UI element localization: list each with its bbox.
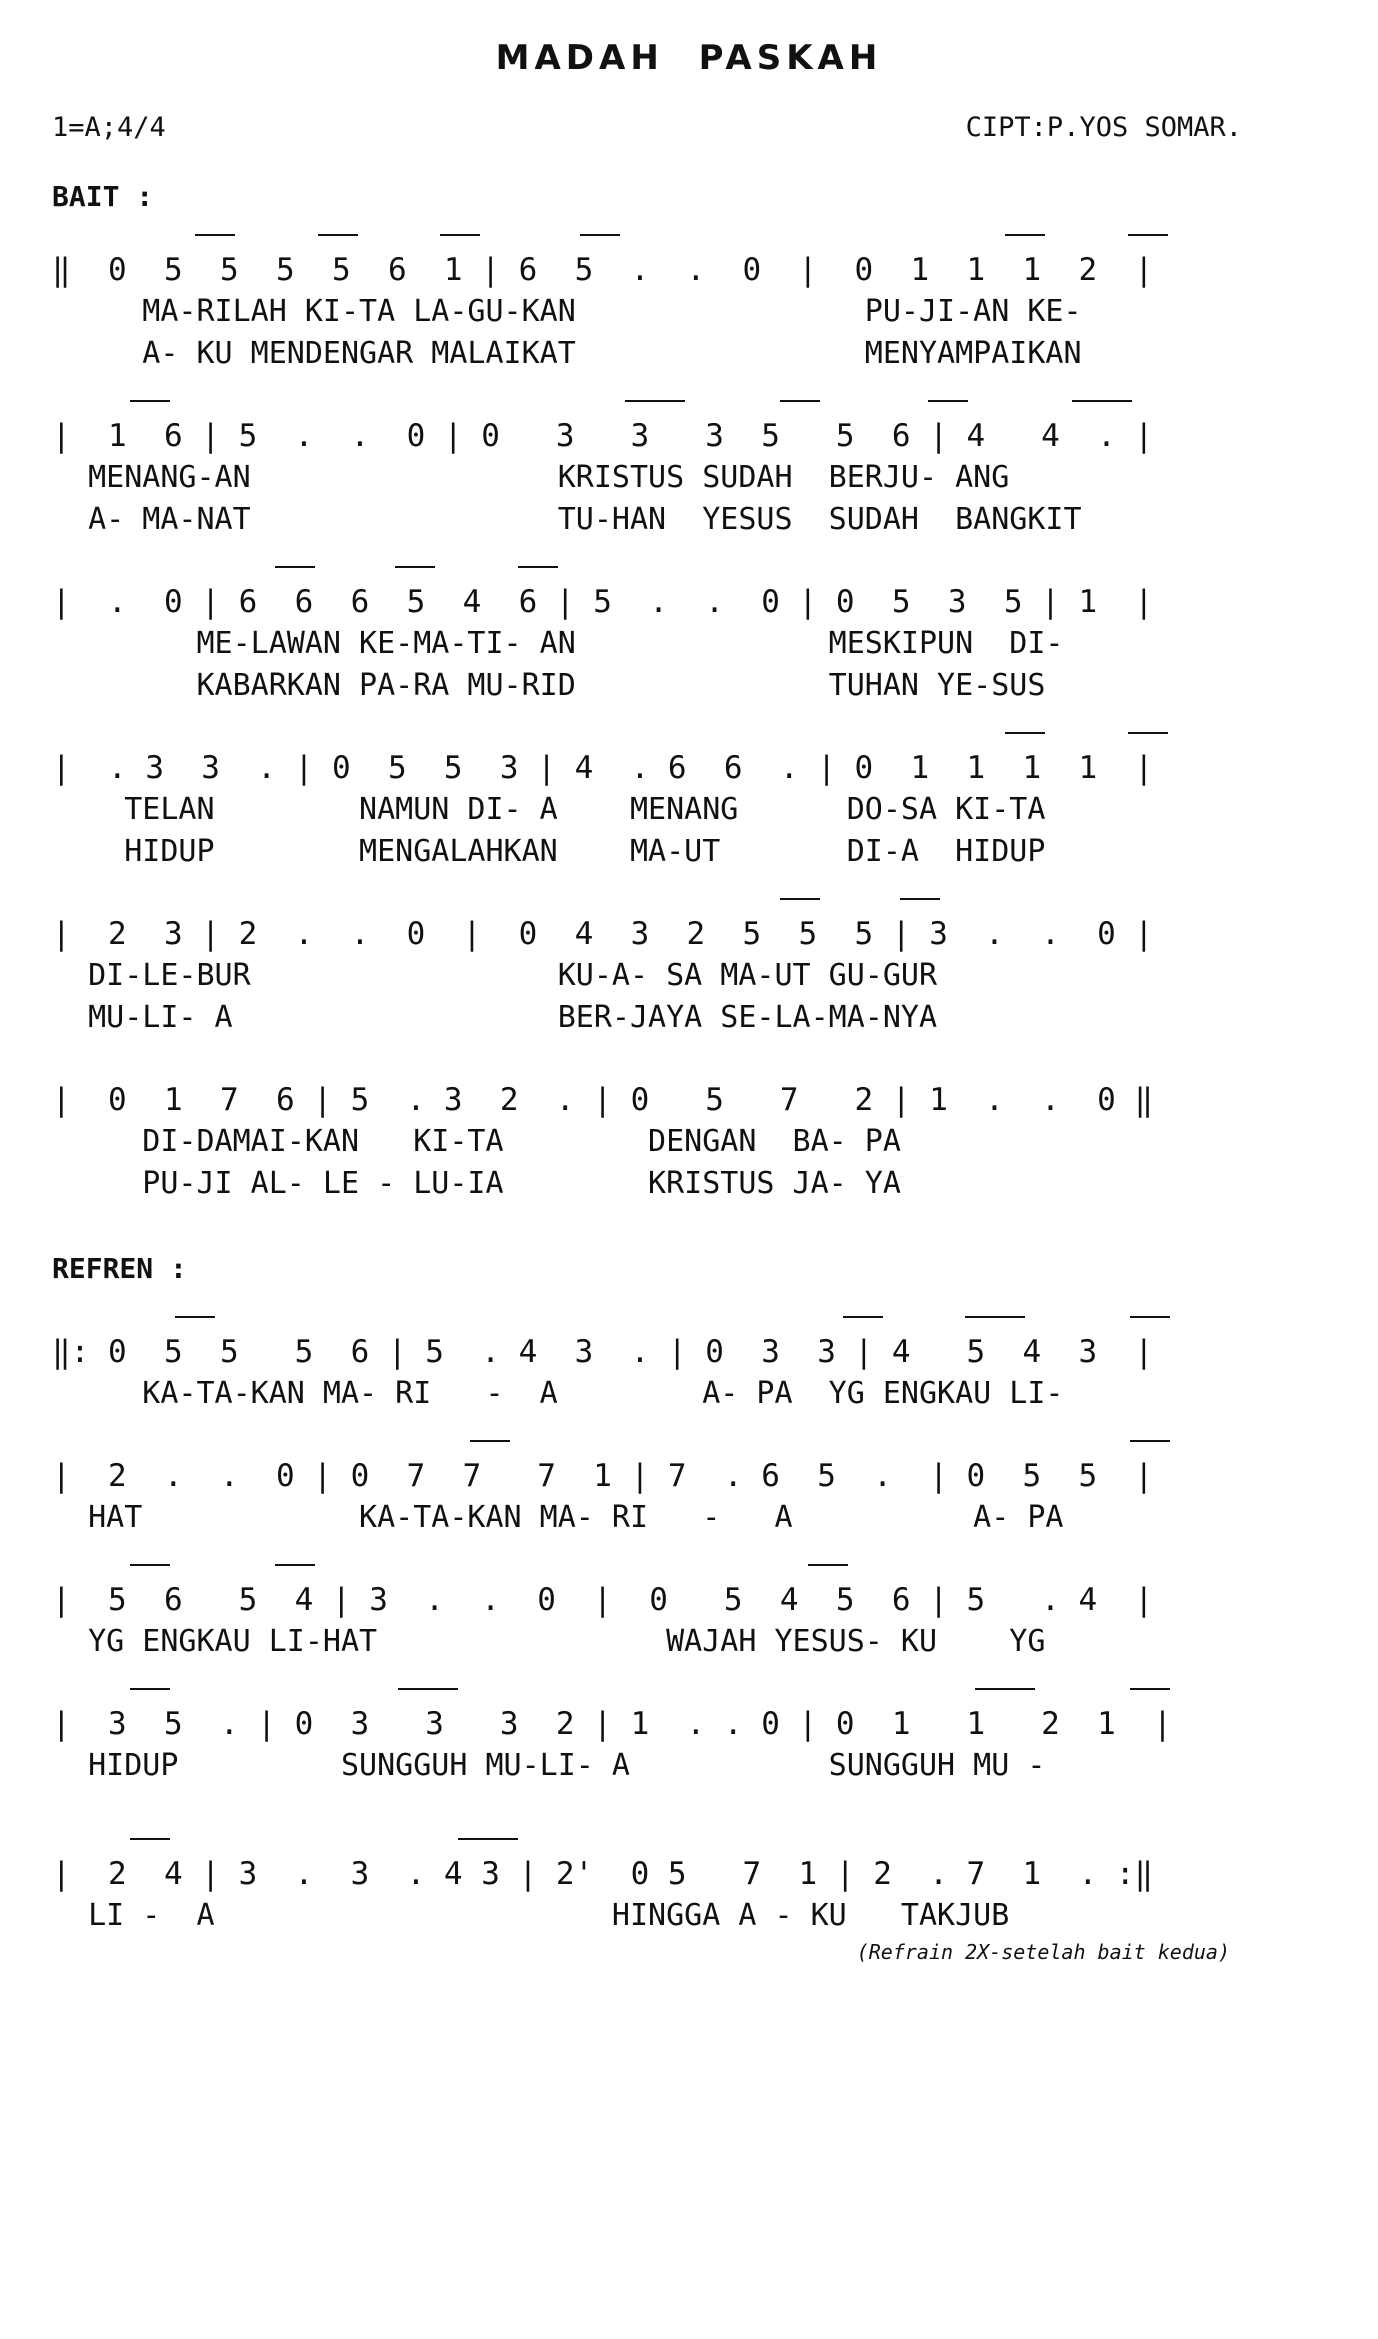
- lyric-line-5b: MU-LI- A BER-JAYA SE-LA-MA-NYA: [52, 1000, 938, 1035]
- notation-line-7: ‖: 0 5 5 5 6 | 5 . 4 3 . | 0 3 3 | 4 5 4 3 |: [52, 1334, 1154, 1370]
- song-title: MADAH PASKAH: [495, 38, 883, 78]
- lyric-line-10: HIDUP SUNGGUH MU-LI- A SUNGGUH MU -: [52, 1748, 1046, 1783]
- lyric-line-4a: TELAN NAMUN DI- A MENANG DO-SA KI-TA: [52, 792, 1046, 827]
- composer-credit: CIPT:P.YOS SOMAR.: [965, 112, 1242, 143]
- verse-label: BAIT :: [52, 180, 154, 213]
- lyric-line-3a: ME-LAWAN KE-MA-TI- AN MESKIPUN DI-: [52, 626, 1064, 661]
- notation-line-3: | . 0 | 6 6 6 5 4 6 | 5 . . 0 | 0 5 3 5 | 1 |: [52, 584, 1154, 620]
- lyric-line-9: YG ENGKAU LI-HAT WAJAH YESUS- KU YG: [52, 1624, 1046, 1659]
- key-signature: 1=A;4/4: [52, 112, 166, 143]
- refrain-label: REFREN :: [52, 1252, 187, 1285]
- notation-line-2: | 1 6 | 5 . . 0 | 0 3 3 3 5 5 6 | 4 4 . |: [52, 418, 1154, 454]
- lyric-line-6a: DI-DAMAI-KAN KI-TA DENGAN BA- PA: [52, 1124, 901, 1159]
- notation-line-9: | 5 6 5 4 | 3 . . 0 | 0 5 4 5 6 | 5 . 4 |: [52, 1582, 1154, 1618]
- lyric-line-3b: KABARKAN PA-RA MU-RID TUHAN YE-SUS: [52, 668, 1046, 703]
- lyric-line-11: LI - A HINGGA A - KU TAKJUB: [52, 1898, 1010, 1933]
- refrain-footnote: (Refrain 2X-setelah bait kedua): [856, 1940, 1230, 1964]
- notation-line-10: | 3 5 . | 0 3 3 3 2 | 1 . . 0 | 0 1 1 2 1 |: [52, 1706, 1172, 1742]
- lyric-line-5a: DI-LE-BUR KU-A- SA MA-UT GU-GUR: [52, 958, 938, 993]
- notation-line-11: | 2 4 | 3 . 3 . 4 3 | 2' 0 5 7 1 | 2 . 7 1 . :‖: [52, 1856, 1154, 1892]
- lyric-line-7: KA-TA-KAN MA- RI - A A- PA YG ENGKAU LI-: [52, 1376, 1064, 1411]
- lyric-line-4b: HIDUP MENGALAHKAN MA-UT DI-A HIDUP: [52, 834, 1046, 869]
- notation-line-4: | . 3 3 . | 0 5 5 3 | 4 . 6 6 . | 0 1 1 1 1 |: [52, 750, 1154, 786]
- lyric-line-2b: A- MA-NAT TU-HAN YESUS SUDAH BANGKIT: [52, 502, 1082, 537]
- notation-line-8: | 2 . . 0 | 0 7 7 7 1 | 7 . 6 5 . | 0 5 5 |: [52, 1458, 1154, 1494]
- lyric-line-1a: MA-RILAH KI-TA LA-GU-KAN PU-JI-AN KE-: [52, 294, 1082, 329]
- notation-line-1: ‖ 0 5 5 5 5 6 1 | 6 5 . . 0 | 0 1 1 1 2 |: [52, 252, 1154, 288]
- lyric-line-6b: PU-JI AL- LE - LU-IA KRISTUS JA- YA: [52, 1166, 901, 1201]
- notation-line-6: | 0 1 7 6 | 5 . 3 2 . | 0 5 7 2 | 1 . . 0 ‖: [52, 1082, 1154, 1118]
- lyric-line-8: HAT KA-TA-KAN MA- RI - A A- PA: [52, 1500, 1064, 1535]
- lyric-line-2a: MENANG-AN KRISTUS SUDAH BERJU- ANG: [52, 460, 1010, 495]
- notation-line-5: | 2 3 | 2 . . 0 | 0 4 3 2 5 5 5 | 3 . . 0 |: [52, 916, 1154, 952]
- lyric-line-1b: A- KU MENDENGAR MALAIKAT MENYAMPAIKAN: [52, 336, 1082, 371]
